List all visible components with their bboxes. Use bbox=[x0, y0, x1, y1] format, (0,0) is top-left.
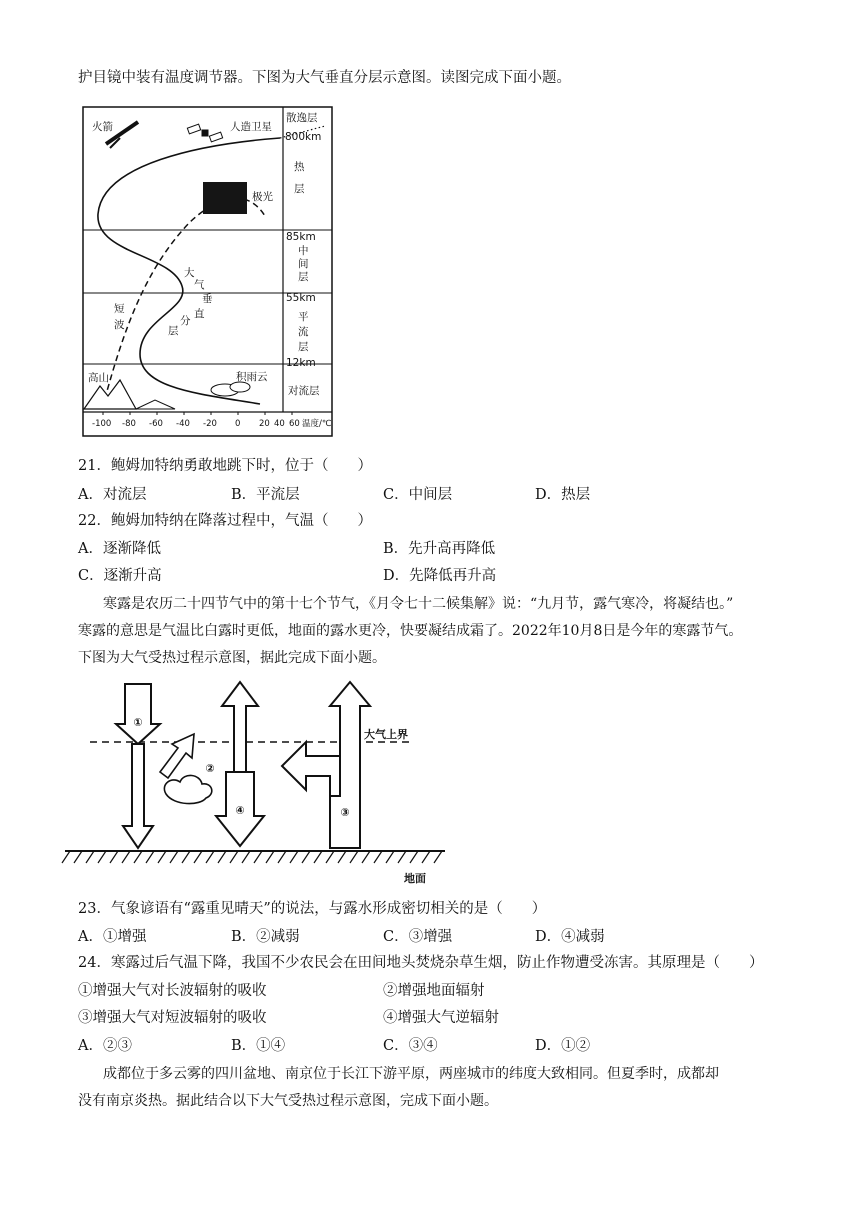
passage3-line-2: 没有南京炎热。据此结合以下大气受热过程示意图，完成下面小题。 bbox=[78, 1093, 498, 1109]
q23-option-d[interactable]: D．④减弱 bbox=[535, 929, 605, 945]
curve-label-char: 层 bbox=[168, 325, 179, 337]
troposphere-label: 对流层 bbox=[288, 385, 320, 397]
stratosphere-label-2: 流 bbox=[298, 326, 309, 338]
shortwave-label-char: 短 bbox=[114, 303, 125, 315]
mountain-label: 高山 bbox=[88, 372, 109, 384]
stratosphere-label-1: 平 bbox=[298, 311, 309, 323]
h85-label: 85km bbox=[286, 231, 316, 243]
q22-option-b[interactable]: B．先升高再降低 bbox=[383, 541, 496, 557]
cloud-shape bbox=[164, 775, 211, 803]
solar-radiation-arrow bbox=[116, 684, 160, 744]
q23-option-a[interactable]: A．①增强 bbox=[78, 929, 147, 945]
passage3-line-1: 成都位于多云雾的四川盆地、南京位于长江下游平原，两座城市的纬度大致相同。但夏季时，成都却 bbox=[103, 1066, 719, 1082]
curve-label-char: 直 bbox=[194, 308, 205, 320]
axis-tick: -20 bbox=[203, 419, 217, 429]
q24-option-b[interactable]: B．①④ bbox=[231, 1038, 286, 1054]
cloud-icon bbox=[211, 382, 250, 396]
atmosphere-layers-figure bbox=[80, 104, 336, 440]
q21-option-a[interactable]: A．对流层 bbox=[78, 487, 147, 503]
h12-label: 12km bbox=[286, 357, 316, 369]
axis-unit: 温度/℃ bbox=[302, 419, 332, 429]
passage2-line-3: 下图为大气受热过程示意图，据此完成下面小题。 bbox=[78, 650, 386, 666]
label-4: ④ bbox=[235, 804, 245, 817]
satellite-label: 人造卫星 bbox=[230, 121, 272, 133]
satellite-icon bbox=[187, 124, 222, 142]
mesosphere-label-2: 间 bbox=[298, 258, 309, 270]
atmosphere-layers-svg bbox=[80, 104, 336, 440]
axis-tick: -80 bbox=[122, 419, 136, 429]
q23-option-b[interactable]: B．②减弱 bbox=[231, 929, 300, 945]
heating-process-svg bbox=[60, 676, 450, 888]
q22-option-a[interactable]: A．逐渐降低 bbox=[78, 541, 161, 557]
ground-label: 地面 bbox=[404, 872, 426, 885]
q22-option-c[interactable]: C．逐渐升高 bbox=[78, 568, 162, 584]
axis-tick: -40 bbox=[176, 419, 190, 429]
q24-stem: 24．寒露过后气温下降，我国不少农民会在田间地头焚烧杂草生烟，防止作物遭受冻害。其原理是（ ） bbox=[78, 955, 764, 971]
q24-statement-3: ③增强大气对短波辐射的吸收 bbox=[78, 1010, 267, 1026]
passage2-line-2: 寒露的意思是气温比白露时更低，地面的露水更冷，快要凝结成霜了。2022年10月8日是今年的寒露节气。 bbox=[78, 623, 743, 639]
curve-label-char: 大 bbox=[184, 267, 195, 279]
exosphere-label: 散逸层 bbox=[286, 112, 318, 124]
atmosphere-top-label: 大气上界 bbox=[364, 728, 408, 741]
h800-label: 800km bbox=[285, 131, 322, 143]
aurora-block bbox=[203, 182, 247, 214]
reflection-arrow bbox=[160, 734, 194, 778]
q21-option-c[interactable]: C．中间层 bbox=[383, 487, 453, 503]
mesosphere-label-3: 层 bbox=[298, 271, 309, 283]
q21-option-b[interactable]: B．平流层 bbox=[231, 487, 300, 503]
axis-tick: -100 bbox=[92, 419, 112, 429]
h55-label: 55km bbox=[286, 292, 316, 304]
curve-label-char: 气 bbox=[194, 279, 205, 291]
heating-process-figure bbox=[60, 676, 450, 888]
passage2-line-1: 寒露是农历二十四节气中的第十七个节气，《月令七十二候集解》说：“九月节，露气寒冷，将凝结也。” bbox=[103, 596, 734, 612]
q24-option-c[interactable]: C．③④ bbox=[383, 1038, 438, 1054]
q22-stem: 22．鲍姆加特纳在降落过程中，气温（ ） bbox=[78, 513, 372, 529]
thermosphere-label-2: 层 bbox=[294, 183, 305, 195]
curve-label-char: 分 bbox=[180, 315, 191, 327]
axis-tick: 60 bbox=[289, 419, 300, 429]
mesosphere-label-1: 中 bbox=[298, 245, 309, 257]
q23-option-c[interactable]: C．③增强 bbox=[383, 929, 453, 945]
label-3: ③ bbox=[340, 806, 350, 819]
intro-line: 护目镜中装有温度调节器。下图为大气垂直分层示意图。读图完成下面小题。 bbox=[78, 70, 571, 86]
stratosphere-label-3: 层 bbox=[298, 341, 309, 353]
q21-option-d[interactable]: D．热层 bbox=[535, 487, 591, 503]
thermosphere-label-1: 热 bbox=[294, 161, 305, 173]
label-2: ② bbox=[205, 762, 215, 775]
q22-option-d[interactable]: D．先降低再升高 bbox=[383, 568, 497, 584]
q21-stem: 21．鲍姆加特纳勇敢地跳下时，位于（ ） bbox=[78, 458, 372, 474]
rocket-label: 火箭 bbox=[92, 121, 113, 133]
mountain-icon bbox=[84, 380, 175, 409]
shortwave-label-char: 波 bbox=[114, 319, 125, 331]
label-1: ① bbox=[133, 716, 143, 729]
cloud-label: 积雨云 bbox=[236, 371, 268, 383]
aurora-label: 极光 bbox=[252, 191, 273, 203]
q24-statement-1: ①增强大气对长波辐射的吸收 bbox=[78, 983, 267, 999]
q23-stem: 23．气象谚语有“露重见晴天”的说法，与露水形成密切相关的是（ ） bbox=[78, 901, 547, 917]
axis-tick: -60 bbox=[149, 419, 163, 429]
axis-tick: 20 bbox=[259, 419, 270, 429]
q24-statement-4: ④增强大气逆辐射 bbox=[383, 1010, 499, 1026]
q24-statement-2: ②增强地面辐射 bbox=[383, 983, 485, 999]
axis-tick: 0 bbox=[235, 419, 241, 429]
curve-label-char: 垂 bbox=[202, 293, 213, 305]
q24-option-d[interactable]: D．①② bbox=[535, 1038, 591, 1054]
axis-tick: 40 bbox=[274, 419, 285, 429]
q24-option-a[interactable]: A．②③ bbox=[78, 1038, 132, 1054]
